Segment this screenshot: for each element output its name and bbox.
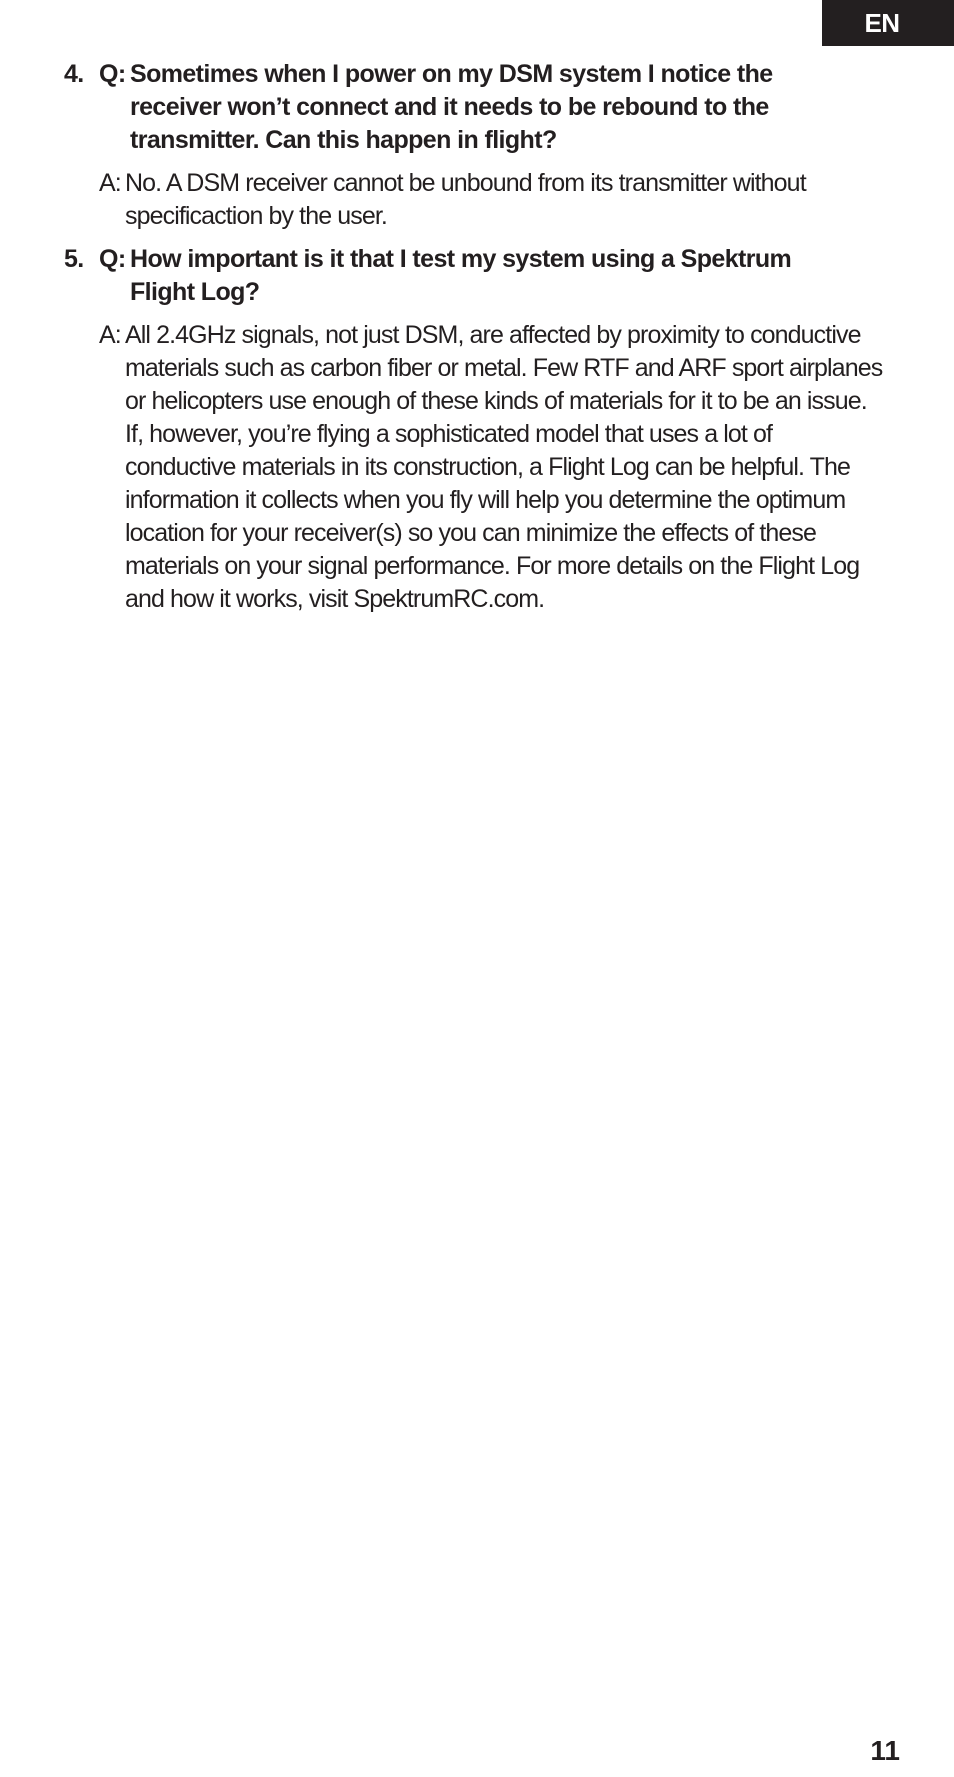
answer-text: No. A DSM receiver cannot be unbound from its transmitter without specificaction by the user. [125,169,806,230]
question-prefix: Q: [99,245,126,273]
faq-question [64,58,894,157]
faq-list [64,58,894,626]
page-number: 11 [870,1735,900,1766]
answer-prefix: A: [99,169,121,197]
question-text: How important is it that I test my system using a Spektrum Flight Log? [130,245,792,306]
answer-text: All 2.4GHz signals, not just DSM, are affected by proximity to conductive materials such as carbon fiber or metal. Few RTF and ARF sport airplanes or helicopters use enough of these kinds of materials for it to be an issue. If, however, you’re flying a sophisticated model that uses a lot of conductive materials in its construction, a Flight Log can be helpful. The information it collects when you fly will help you determine the optimum location for your receiver(s) so you can minimize the effects of these materials on your signal performance. For more details on the Flight Log and how it works, visit SpektrumRC.com. [125,321,883,613]
question-text: Sometimes when I power on my DSM system I notice the receiver won’t connect and it needs to be rebound to the transmitter. Can this happen in flight? [130,60,773,154]
faq-item-4 [64,58,894,233]
answer-prefix: A: [99,321,121,349]
faq-question [64,243,894,309]
language-tab: EN [822,0,954,46]
question-prefix: Q: [99,60,126,88]
question-number: 5. [64,245,84,273]
faq-answer [99,167,894,233]
question-number: 4. [64,60,84,88]
faq-answer [99,319,894,616]
faq-item-5 [64,243,894,616]
